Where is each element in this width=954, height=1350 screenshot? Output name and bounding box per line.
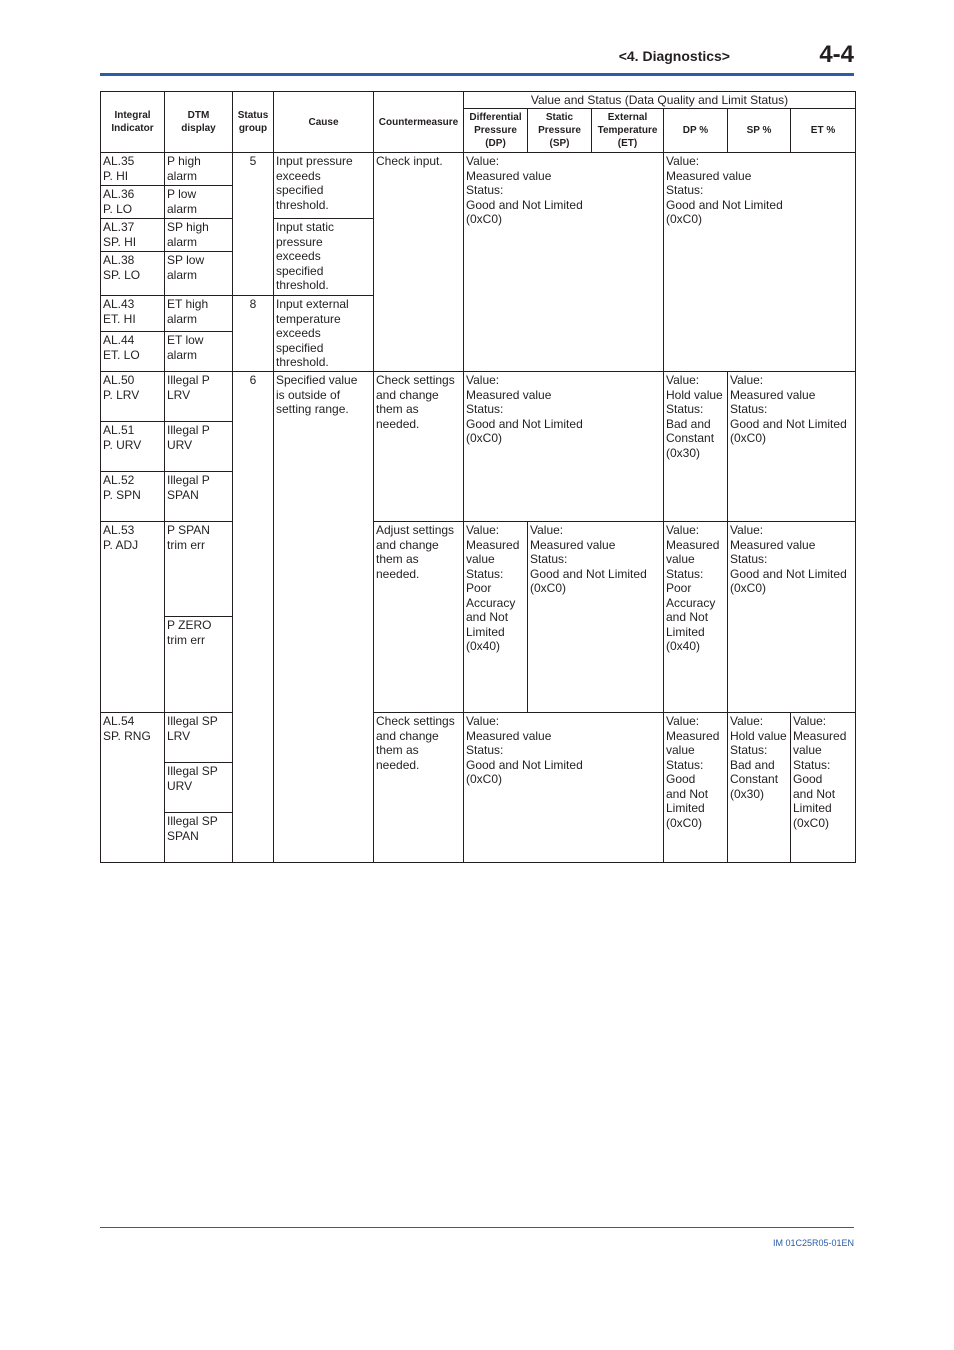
diagnostics-table (100, 91, 856, 863)
col-sp-pct: SP % (728, 109, 791, 153)
table-cell-value: Value: Hold value Status: Bad and Constant (0x30) (664, 372, 728, 522)
table-cell-countermeasure: Adjust settings and change them as needed. (374, 522, 464, 713)
table-cell-dtm: Illegal P URV (165, 422, 233, 472)
table-cell-countermeasure: Check settings and change them as needed. (374, 713, 464, 863)
col-dp-pct: DP % (664, 109, 728, 153)
table-cell-group: 6 (233, 372, 274, 863)
table-cell-countermeasure: Check settings and change them as needed. (374, 372, 464, 522)
col-status-group: Status group (233, 92, 274, 153)
table-cell-indicator: AL.35 P. HI (101, 153, 165, 186)
table-cell-value: Value: Measured value Status: Good and Not Limited (0xC0) (664, 153, 856, 372)
table-cell-dtm: Illegal P LRV (165, 372, 233, 422)
table-cell-dtm: P SPAN trim err (165, 522, 233, 617)
table-cell-cause: Input external temperature exceeds specified threshold. (274, 296, 374, 372)
table-cell-indicator: AL.53 P. ADJ (101, 522, 165, 713)
col-dtm-display: DTM display (165, 92, 233, 153)
table-cell-dtm: SP low alarm (165, 252, 233, 296)
table-cell-indicator: AL.44 ET. LO (101, 332, 165, 372)
table-cell-value: Value: Measured value Status: Good and Not Limited (0xC0) (464, 153, 664, 372)
table-cell-dtm: P low alarm (165, 186, 233, 219)
footer-rule (100, 1227, 854, 1228)
table-cell-indicator: AL.52 P. SPN (101, 472, 165, 522)
table-cell-value: Value: Measured value Status: Good and Not Limited (0xC0) (791, 713, 856, 863)
table-cell-countermeasure: Check input. (374, 153, 464, 372)
table-cell-value: Value: Hold value Status: Bad and Constant (0x30) (728, 713, 791, 863)
table-cell-indicator: AL.51 P. URV (101, 422, 165, 472)
page-number: 4-4 (819, 41, 854, 68)
table-cell-dtm: Illegal SP URV (165, 763, 233, 813)
table-cell-indicator: AL.36 P. LO (101, 186, 165, 219)
table-cell-cause: Input static pressure exceeds specified threshold. (274, 219, 374, 296)
table-cell-dtm: ET high alarm (165, 296, 233, 332)
table-cell-cause: Input pressure exceeds specified threshold. (274, 153, 374, 219)
header-rule (100, 73, 854, 76)
table-cell-group: 8 (233, 296, 274, 372)
table-cell-dtm: P ZERO trim err (165, 617, 233, 713)
table-cell-value: Value: Measured value Status: Good and Not Limited (0xC0) (464, 372, 664, 522)
table-cell-dtm: Illegal SP LRV (165, 713, 233, 763)
col-sp: Static Pressure (SP) (528, 109, 592, 153)
table-cell-indicator: AL.54 SP. RNG (101, 713, 165, 863)
table-cell-dtm: SP high alarm (165, 219, 233, 252)
table-cell-dtm: Illegal P SPAN (165, 472, 233, 522)
table-cell-group: 5 (233, 153, 274, 296)
table-cell-indicator: AL.37 SP. HI (101, 219, 165, 252)
table-cell-value: Value: Measured value Status: Poor Accuracy and Not Limited (0x40) (464, 522, 528, 713)
col-countermeasure: Countermeasure (374, 92, 464, 153)
table-cell-indicator: AL.43 ET. HI (101, 296, 165, 332)
col-value-status: Value and Status (Data Quality and Limit Status) (464, 92, 856, 109)
table-cell-value: Value: Measured value Status: Good and Not Limited (0xC0) (728, 372, 856, 522)
table-cell-value: Value: Measured value Status: Good and Not Limited (0xC0) (528, 522, 664, 713)
table-cell-value: Value: Measured value Status: Poor Accuracy and Not Limited (0x40) (664, 522, 728, 713)
table-cell-dtm: P high alarm (165, 153, 233, 186)
col-et: External Temperature (ET) (592, 109, 664, 153)
col-cause: Cause (274, 92, 374, 153)
section-title: <4. Diagnostics> (618, 48, 730, 64)
table-cell-value: Value: Measured value Status: Good and Not Limited (0xC0) (728, 522, 856, 713)
col-dp: Differential Pressure (DP) (464, 109, 528, 153)
col-integral-indicator: Integral Indicator (101, 92, 165, 153)
document-code: IM 01C25R05-01EN (772, 1238, 854, 1248)
table-cell-indicator: AL.38 SP. LO (101, 252, 165, 296)
table-cell-value: Value: Measured value Status: Good and Not Limited (0xC0) (664, 713, 728, 863)
table-cell-value: Value: Measured value Status: Good and Not Limited (0xC0) (464, 713, 664, 863)
table-cell-dtm: Illegal SP SPAN (165, 813, 233, 863)
table-cell-cause: Specified value is outside of setting range. (274, 372, 374, 863)
table-cell-dtm: ET low alarm (165, 332, 233, 372)
table-cell-indicator: AL.50 P. LRV (101, 372, 165, 422)
col-et-pct: ET % (791, 109, 856, 153)
